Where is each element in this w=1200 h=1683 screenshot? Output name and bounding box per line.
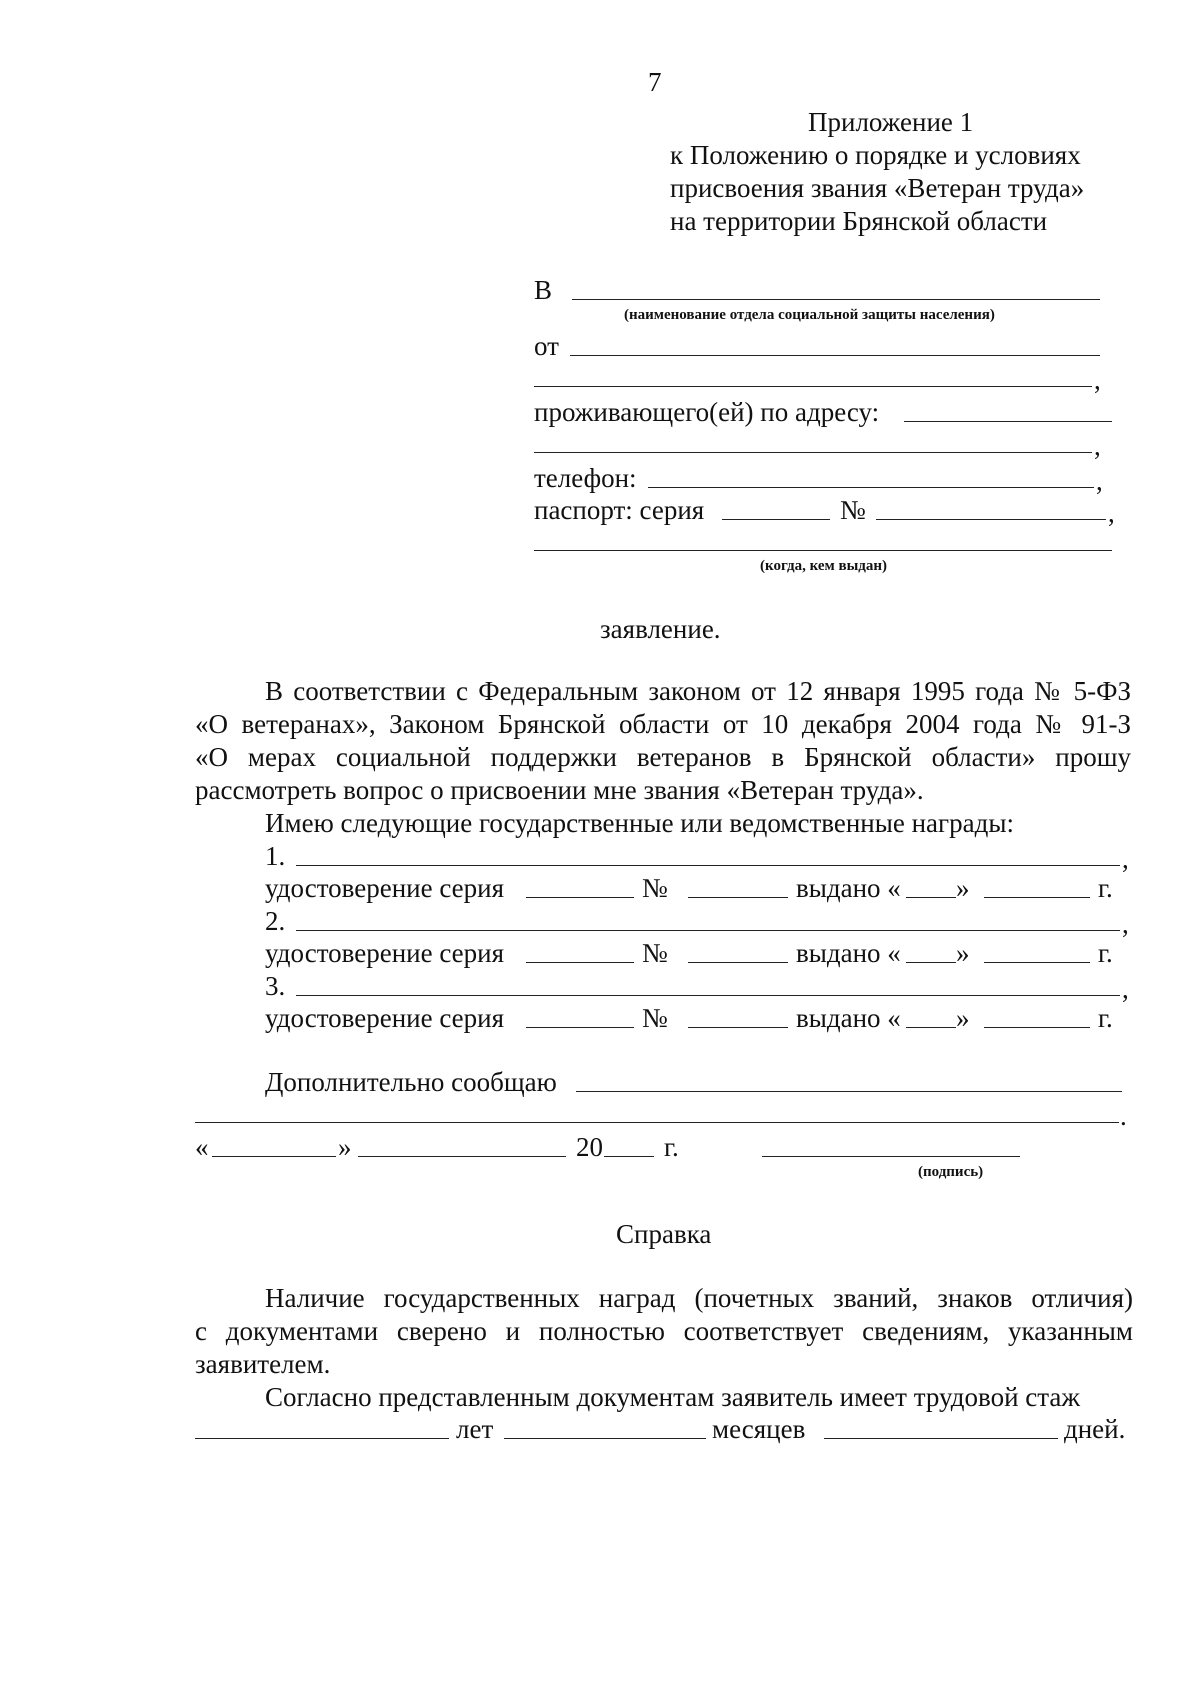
year-suffix: г. — [1098, 938, 1113, 968]
additional-label: Дополнительно сообщаю — [265, 1067, 557, 1097]
days-label: дней. — [1064, 1414, 1126, 1444]
appendix-line-3: на территории Брянской области — [670, 206, 1048, 236]
certificate-number-field[interactable] — [688, 1027, 788, 1028]
award-name-field[interactable] — [296, 865, 1120, 866]
appendix-line-1: к Положению о порядке и условиях — [670, 140, 1081, 170]
reference-line-2: с документами сверено и полностью соответствует сведениям, указанным — [195, 1316, 1133, 1346]
certificate-label: удостоверение серия — [265, 1003, 504, 1033]
signature-field[interactable] — [762, 1156, 1020, 1157]
quote-close: » — [956, 938, 970, 968]
issued-day-field[interactable] — [906, 897, 956, 898]
address-label: проживающего(ей) по адресу: — [534, 397, 880, 427]
number-sign: № — [642, 873, 668, 903]
awards-intro: Имею следующие государственные или ведомственные награды: — [265, 808, 1014, 838]
additional-field[interactable] — [576, 1091, 1122, 1092]
number-sign: № — [840, 495, 866, 525]
experience-days-field[interactable] — [824, 1438, 1058, 1439]
quote-open: « — [195, 1132, 209, 1162]
issued-label: выдано « — [796, 938, 901, 968]
appendix-title: Приложение 1 — [808, 107, 974, 137]
certificate-label: удостоверение серия — [265, 873, 504, 903]
certificate-number-field[interactable] — [688, 897, 788, 898]
certificate-number-field[interactable] — [688, 962, 788, 963]
issued-hint: (когда, кем выдан) — [760, 558, 888, 574]
award-number: 3. — [265, 971, 286, 1001]
award-name-field[interactable] — [296, 995, 1120, 996]
address-field-2[interactable] — [534, 452, 1092, 453]
comma: , — [1108, 498, 1115, 528]
applicant-name-field[interactable] — [570, 355, 1100, 356]
comma: , — [1122, 909, 1129, 939]
award-number: 1. — [265, 841, 286, 871]
year-suffix: г. — [1098, 873, 1113, 903]
passport-number-field[interactable] — [876, 519, 1106, 520]
number-sign: № — [642, 938, 668, 968]
passport-issued-field[interactable] — [534, 550, 1112, 551]
quote-close: » — [956, 873, 970, 903]
statement-line-4: рассмотреть вопрос о присвоении мне звания «Ветеран труда». — [195, 775, 924, 805]
date-month-field[interactable] — [358, 1156, 566, 1157]
award-number: 2. — [265, 906, 286, 936]
comma: , — [1122, 974, 1129, 1004]
statement-line-3: «О мерах социальной поддержки ветеранов в Брянской области» прошу — [195, 742, 1131, 772]
statement-title: заявление. — [600, 614, 721, 644]
statement-line-2: «О ветеранах», Законом Брянской области от 10 декабря 2004 года № 91-З — [195, 709, 1131, 739]
year-suffix: г. — [664, 1132, 679, 1162]
quote-close: » — [338, 1132, 352, 1162]
passport-series-field[interactable] — [722, 519, 830, 520]
applicant-name-field-2[interactable] — [534, 386, 1092, 387]
reference-title: Справка — [616, 1219, 712, 1249]
comma: , — [1094, 431, 1101, 461]
date-day-field[interactable] — [212, 1156, 336, 1157]
experience-years-field[interactable] — [195, 1438, 449, 1439]
department-hint: (наименование отдела социальной защиты населения) — [624, 307, 995, 323]
reference-line-3: заявителем. — [195, 1349, 331, 1379]
passport-label: паспорт: серия — [534, 495, 705, 525]
number-sign: № — [642, 1003, 668, 1033]
signature-hint: (подпись) — [918, 1164, 984, 1180]
issued-day-field[interactable] — [906, 962, 956, 963]
from-label: от — [534, 331, 559, 361]
comma: , — [1094, 365, 1101, 395]
experience-intro: Согласно представленным документам заявитель имеет трудовой стаж — [265, 1382, 1081, 1412]
address-field[interactable] — [904, 421, 1112, 422]
experience-months-field[interactable] — [504, 1438, 706, 1439]
issued-label: выдано « — [796, 873, 901, 903]
year-suffix: г. — [1098, 1003, 1113, 1033]
certificate-series-field[interactable] — [526, 962, 634, 963]
award-name-field[interactable] — [296, 930, 1120, 931]
appendix-line-2: присвоения звания «Ветеран труда» — [670, 173, 1085, 203]
to-label: В — [534, 275, 553, 305]
issued-label: выдано « — [796, 1003, 901, 1033]
year-prefix: 20 — [576, 1132, 603, 1162]
certificate-series-field[interactable] — [526, 897, 634, 898]
phone-label: телефон: — [534, 463, 637, 493]
quote-close: » — [956, 1003, 970, 1033]
reference-line-1: Наличие государственных наград (почетных званий, знаков отличия) — [265, 1283, 1133, 1313]
certificate-series-field[interactable] — [526, 1027, 634, 1028]
period: . — [1120, 1101, 1127, 1131]
issued-month-field[interactable] — [984, 962, 1090, 963]
statement-line-1: В соответствии с Федеральным законом от 12 января 1995 года № 5-ФЗ — [265, 676, 1131, 706]
months-label: месяцев — [712, 1414, 806, 1444]
years-label: лет — [456, 1414, 494, 1444]
phone-field[interactable] — [648, 487, 1094, 488]
comma: , — [1122, 844, 1129, 874]
additional-field-2[interactable] — [195, 1122, 1119, 1123]
date-year-field[interactable] — [604, 1156, 654, 1157]
issued-month-field[interactable] — [984, 897, 1090, 898]
page-number: 7 — [648, 67, 662, 97]
department-field[interactable] — [572, 299, 1100, 300]
issued-month-field[interactable] — [984, 1027, 1090, 1028]
issued-day-field[interactable] — [906, 1027, 956, 1028]
certificate-label: удостоверение серия — [265, 938, 504, 968]
comma: , — [1096, 466, 1103, 496]
